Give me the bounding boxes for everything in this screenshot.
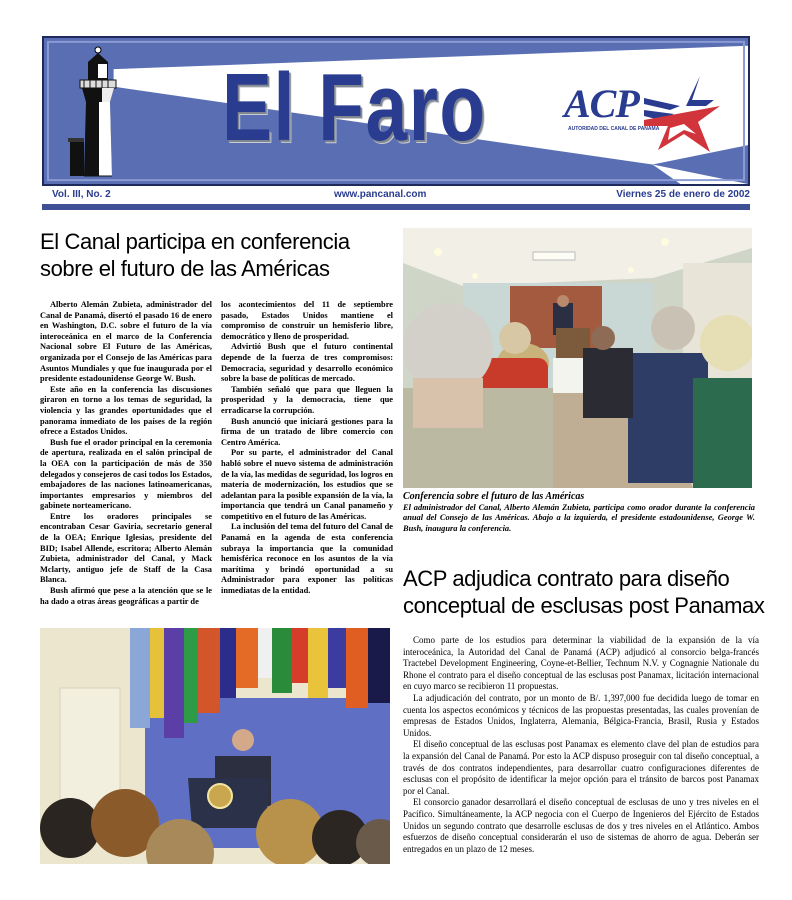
article1-paragraph: Bush anunció que iniciará gestiones para la firma de un tratado de libre comercio con Centro América. — [221, 416, 393, 447]
article1-paragraph: Bush afirmó que pese a la atención que se le ha dado a otras áreas geográficas a partir de — [40, 586, 212, 606]
article1-paragraph: Entre los oradores principales se encontraban Cesar Gaviria, secretario general de la OEA; Enrique Iglesias, presidente del BID; Isabel Allende, escritora; Alberto Alemán Zubieta, administrador del Canal, y Mack Mclarty, antiguo jefe de Staff de la Casa Blanca. — [40, 511, 212, 585]
acp-star-icon — [640, 74, 724, 154]
issue-date: Viernes 25 de enero de 2002 — [616, 189, 750, 200]
article1-paragraph: La inclusión del tema del futuro del Canal de Panamá en la agenda de esta conferencia subraya la importancia que la comunidad hemisférica reconoce en los asuntos de la vía marítima y brindó oportunidad a su Administrador para exponer las políticas inmediatas de la entidad. — [221, 522, 393, 596]
volume-number: Vol. III, No. 2 — [52, 189, 111, 200]
article2-paragraph: El diseño conceptual de las esclusas post Panamax es elemento clave del plan de estudios para la expansión del Canal de Panamá. Por esto la ACP dispuso proseguir con tal diseño conceptual, a través de dos contratos independientes, para desarrollar cuatro configuraciones diferentes de esclusas con el propósito de identificar la mejor opción para el tránsito de barcos post Panamax por el Canal. — [403, 739, 759, 796]
issue-info-bar — [42, 188, 750, 202]
article2-paragraph: El consorcio ganador desarrollará el diseño conceptual de esclusas de uno y tres niveles en el Pacífico. Simultáneamente, la ACP negocia con el Cuerpo de Ingenieros del Ejército de Estados Unidos un segundo contrato que desarrolle esclusas de dos y tres niveles en el Atlántico. Ambos esfuerzos de diseño conceptual considerarán el uso de sistemas de ahorro de agua. Deberán ser entregados en un plazo de 12 meses. — [403, 797, 759, 854]
article2-body — [403, 635, 759, 855]
lighthouse-icon — [68, 44, 128, 184]
president-speech-photo — [40, 628, 390, 864]
article1-paragraph: También señaló que para que lleguen la prosperidad y la democracia, tiene que erradicarse la corrupción. — [221, 384, 393, 415]
header-rule — [42, 204, 750, 210]
acp-logo-subtitle: AUTORIDAD DEL CANAL DE PANAMÁ — [568, 126, 660, 132]
article1-paragraph: los acontecimientos del 11 de septiembre pasado, Estados Unidos mantiene el compromiso de construir un hemisferio libre, democrático y lleno de prosperidad. — [221, 300, 393, 341]
caption-body: El administrador del Canal, Alberto Alemán Zubieta, participa como orador durante la conferencia anual del Consejo de las Américas. Abajo a la izquierda, el presidente estadounidense, George W. Bush, inaugura la conferencia. — [403, 502, 755, 533]
caption-title: Conferencia sobre el futuro de las Américas — [403, 491, 585, 502]
photo1-caption — [403, 492, 755, 534]
article1-paragraph: Este año en la conferencia las discusiones giraron en torno a los temas de seguridad, la violencia y las grandes oportunidades que el panorama inmediato de los países de la región ofrece a Estados Unidos. — [40, 384, 212, 437]
article1-column-1 — [40, 300, 212, 607]
acp-logo — [564, 74, 724, 154]
acp-logo-text: ACP — [564, 81, 639, 126]
article2-headline: ACP adjudica contrato para diseño conceptual de esclusas post Panamax — [403, 566, 765, 618]
masthead — [42, 36, 750, 186]
conference-room-illustration — [403, 228, 752, 488]
article1-paragraph: Alberto Alemán Zubieta, administrador del Canal de Panamá, disertó el pasado 16 de enero en Washington, D.C. sobre el futuro de la vía interoceánica en el marco de la Conferencia Nacional sobre El Futuro de las Américas, organizada por el Consejo de las Américas para Asuntos Mundiales y que fue inaugurada por el presidente estadounidense George W. Bush. — [40, 300, 212, 384]
masthead-title: El Faro — [222, 54, 487, 161]
article1-paragraph: Advirtió Bush que el futuro continental depende de la fuerza de tres compromisos: Democracia, seguridad y desarrollo económico sobre la base de políticas de mercado. — [221, 342, 393, 384]
website-link[interactable]: www.pancanal.com — [334, 189, 427, 200]
article2-paragraph: Como parte de los estudios para determinar la viabilidad de la expansión de la vía interoceánica, la Autoridad del Canal de Panamá (ACP) adjudicó al consorcio belga-francés Tractebel Development Engineering, Coyne-et-Bellier, Technum N.V. y Cognagnie Nationale du Rhone el contrato para el diseño conceptual de las esclusas post Panamax, licitación internacional en cuyo marco se recibieron 11 propuestas. — [403, 635, 759, 692]
article1-paragraph: Bush fue el orador principal en la ceremonia de apertura, realizada en el salón principal de la OEA con la participación de más de 350 delegados y consejeros de casi todos los Estados, embajadores de las naciones latinoamericanas, importantes empresarios y miembros del gabinete norteamericano. — [40, 437, 212, 511]
article1-paragraph: Por su parte, el administrador del Canal habló sobre el nuevo sistema de administración de la vía, las medidas de seguridad, los logros en materia de modernización, los estudios que se adelantan para la posible expansión de la vía, la importancia que tendrá un Canal panameño y competitivo en el futuro de las Américas. — [221, 448, 393, 521]
article2-paragraph: La adjudicación del contrato, por un monto de B/. 1,397,000 fue decidida luego de tomar en cuenta los aspectos económicos y técnicos de las propuestas presentadas, las cuales provenían de empresas de Estados Unidos, Inglaterra, Alemania, Bélgica-Francia, Brasil, Rusia y Estados Unidos. — [403, 692, 759, 738]
conference-room-photo — [403, 228, 752, 488]
president-speech-illustration — [40, 628, 390, 864]
article1-column-2 — [221, 300, 393, 597]
article1-headline: El Canal participa en conferencia sobre el futuro de las Américas — [40, 229, 350, 281]
